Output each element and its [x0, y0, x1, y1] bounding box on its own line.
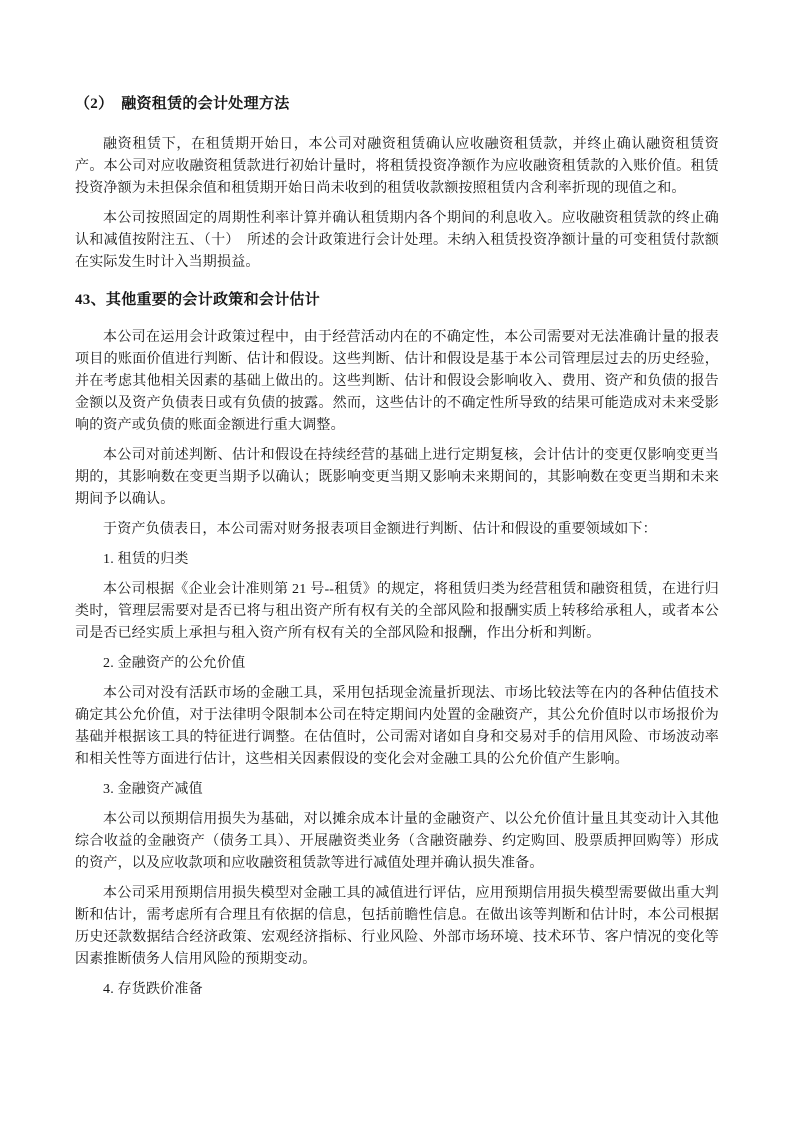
paragraph-estimates-intro: 于资产负债表日，本公司需对财务报表项目金额进行判断、估计和假设的重要领域如下：	[103, 522, 657, 537]
list-item-2-fair-value: 2. 金融资产的公允价值	[103, 656, 246, 671]
list-item-1-lease-classification: 1. 租赁的归类	[103, 552, 189, 567]
paragraph-estimates-2: 本公司对前述判断、估计和假设在持续经营的基础上进行定期复核，会计估计的变更仅影响变更当期的，其影响数在变更当期予以确认；既影响变更当期又影响未来期间的，其影响数在变更当期和未来期间予以确认。	[75, 448, 719, 507]
paragraph-fair-value: 本公司对没有活跃市场的金融工具，采用包括现金流量折现法、市场比较法等在内的各种估值技术确定其公允价值，对于法律明令限制本公司在特定期间内处置的金融资产，其公允价值时以市场报价为基础并根据该工具的特征进行调整。在估值时，公司需对诸如自身和交易对手的信用风险、市场波动率和相关性等方面进行估计，这些相关因素假设的变化会对金融工具的公允价值产生影响。	[75, 686, 719, 767]
list-item-4-inventory-provision: 4. 存货跌价准备	[103, 982, 203, 997]
paragraph-finance-lease-1: 融资租赁下，在租赁期开始日，本公司对融资租赁确认应收融资租赁款，并终止确认融资租赁资产。本公司对应收融资租赁款进行初始计量时，将租赁投资净额作为应收融资租赁款的入账价值。租赁投资净额为未担保余值和租赁期开始日尚未收到的租赁收款额按照租赁内含利率折现的现值之和。	[75, 137, 719, 196]
paragraph-lease-classification: 本公司根据《企业会计准则第 21 号--租赁》的规定，将租赁归类为经营租赁和融资租赁，在进行归类时，管理层需要对是否已将与租出资产所有权有关的全部风险和报酬实质上转移给承租人，或者本公司是否已经实质上承担与租入资产所有权有关的全部风险和报酬，作出分析和判断。	[75, 582, 719, 641]
section-heading-43: 43、其他重要的会计政策和会计估计	[75, 292, 321, 308]
paragraph-finance-lease-2: 本公司按照固定的周期性利率计算并确认租赁期内各个期间的利息收入。应收融资租赁款的终止确认和减值按附注五、（十） 所述的会计政策进行会计处理。未纳入租赁投资净额计量的可变租赁付款额在实际发生时计入当期损益。	[75, 211, 719, 270]
list-item-3-impairment: 3. 金融资产减值	[103, 782, 203, 797]
subsection-heading-finance-lease: （2） 融资租赁的会计处理方法	[75, 96, 290, 112]
paragraph-impairment-1: 本公司以预期信用损失为基础，对以摊余成本计量的金融资产、以公允价值计量且其变动计入其他综合收益的金融资产（债务工具）、开展融资类业务（含融资融券、约定购回、股票质押回购等）形成的资产，以及应收款项和应收融资租赁款等进行减值处理并确认损失准备。	[75, 812, 719, 871]
paragraph-impairment-2: 本公司采用预期信用损失模型对金融工具的减值进行评估，应用预期信用损失模型需要做出重大判断和估计，需考虑所有合理且有依据的信息，包括前瞻性信息。在做出该等判断和估计时，本公司根据历史还款数据结合经济政策、宏观经济指标、行业风险、外部市场环境、技术环节、客户情况的变化等因素推断债务人信用风险的预期变动。	[75, 886, 719, 967]
document-body	[75, 93, 719, 1009]
paragraph-estimates-1: 本公司在运用会计政策过程中，由于经营活动内在的不确定性，本公司需要对无法准确计量的报表项目的账面价值进行判断、估计和假设。这些判断、估计和假设是基于本公司管理层过去的历史经验，并在考虑其他相关因素的基础上做出的。这些判断、估计和假设会影响收入、费用、资产和负债的报告金额以及资产负债表日或有负债的披露。然而，这些估计的不确定性所导致的结果可能造成对未来受影响的资产或负债的账面金额进行重大调整。	[75, 330, 719, 433]
